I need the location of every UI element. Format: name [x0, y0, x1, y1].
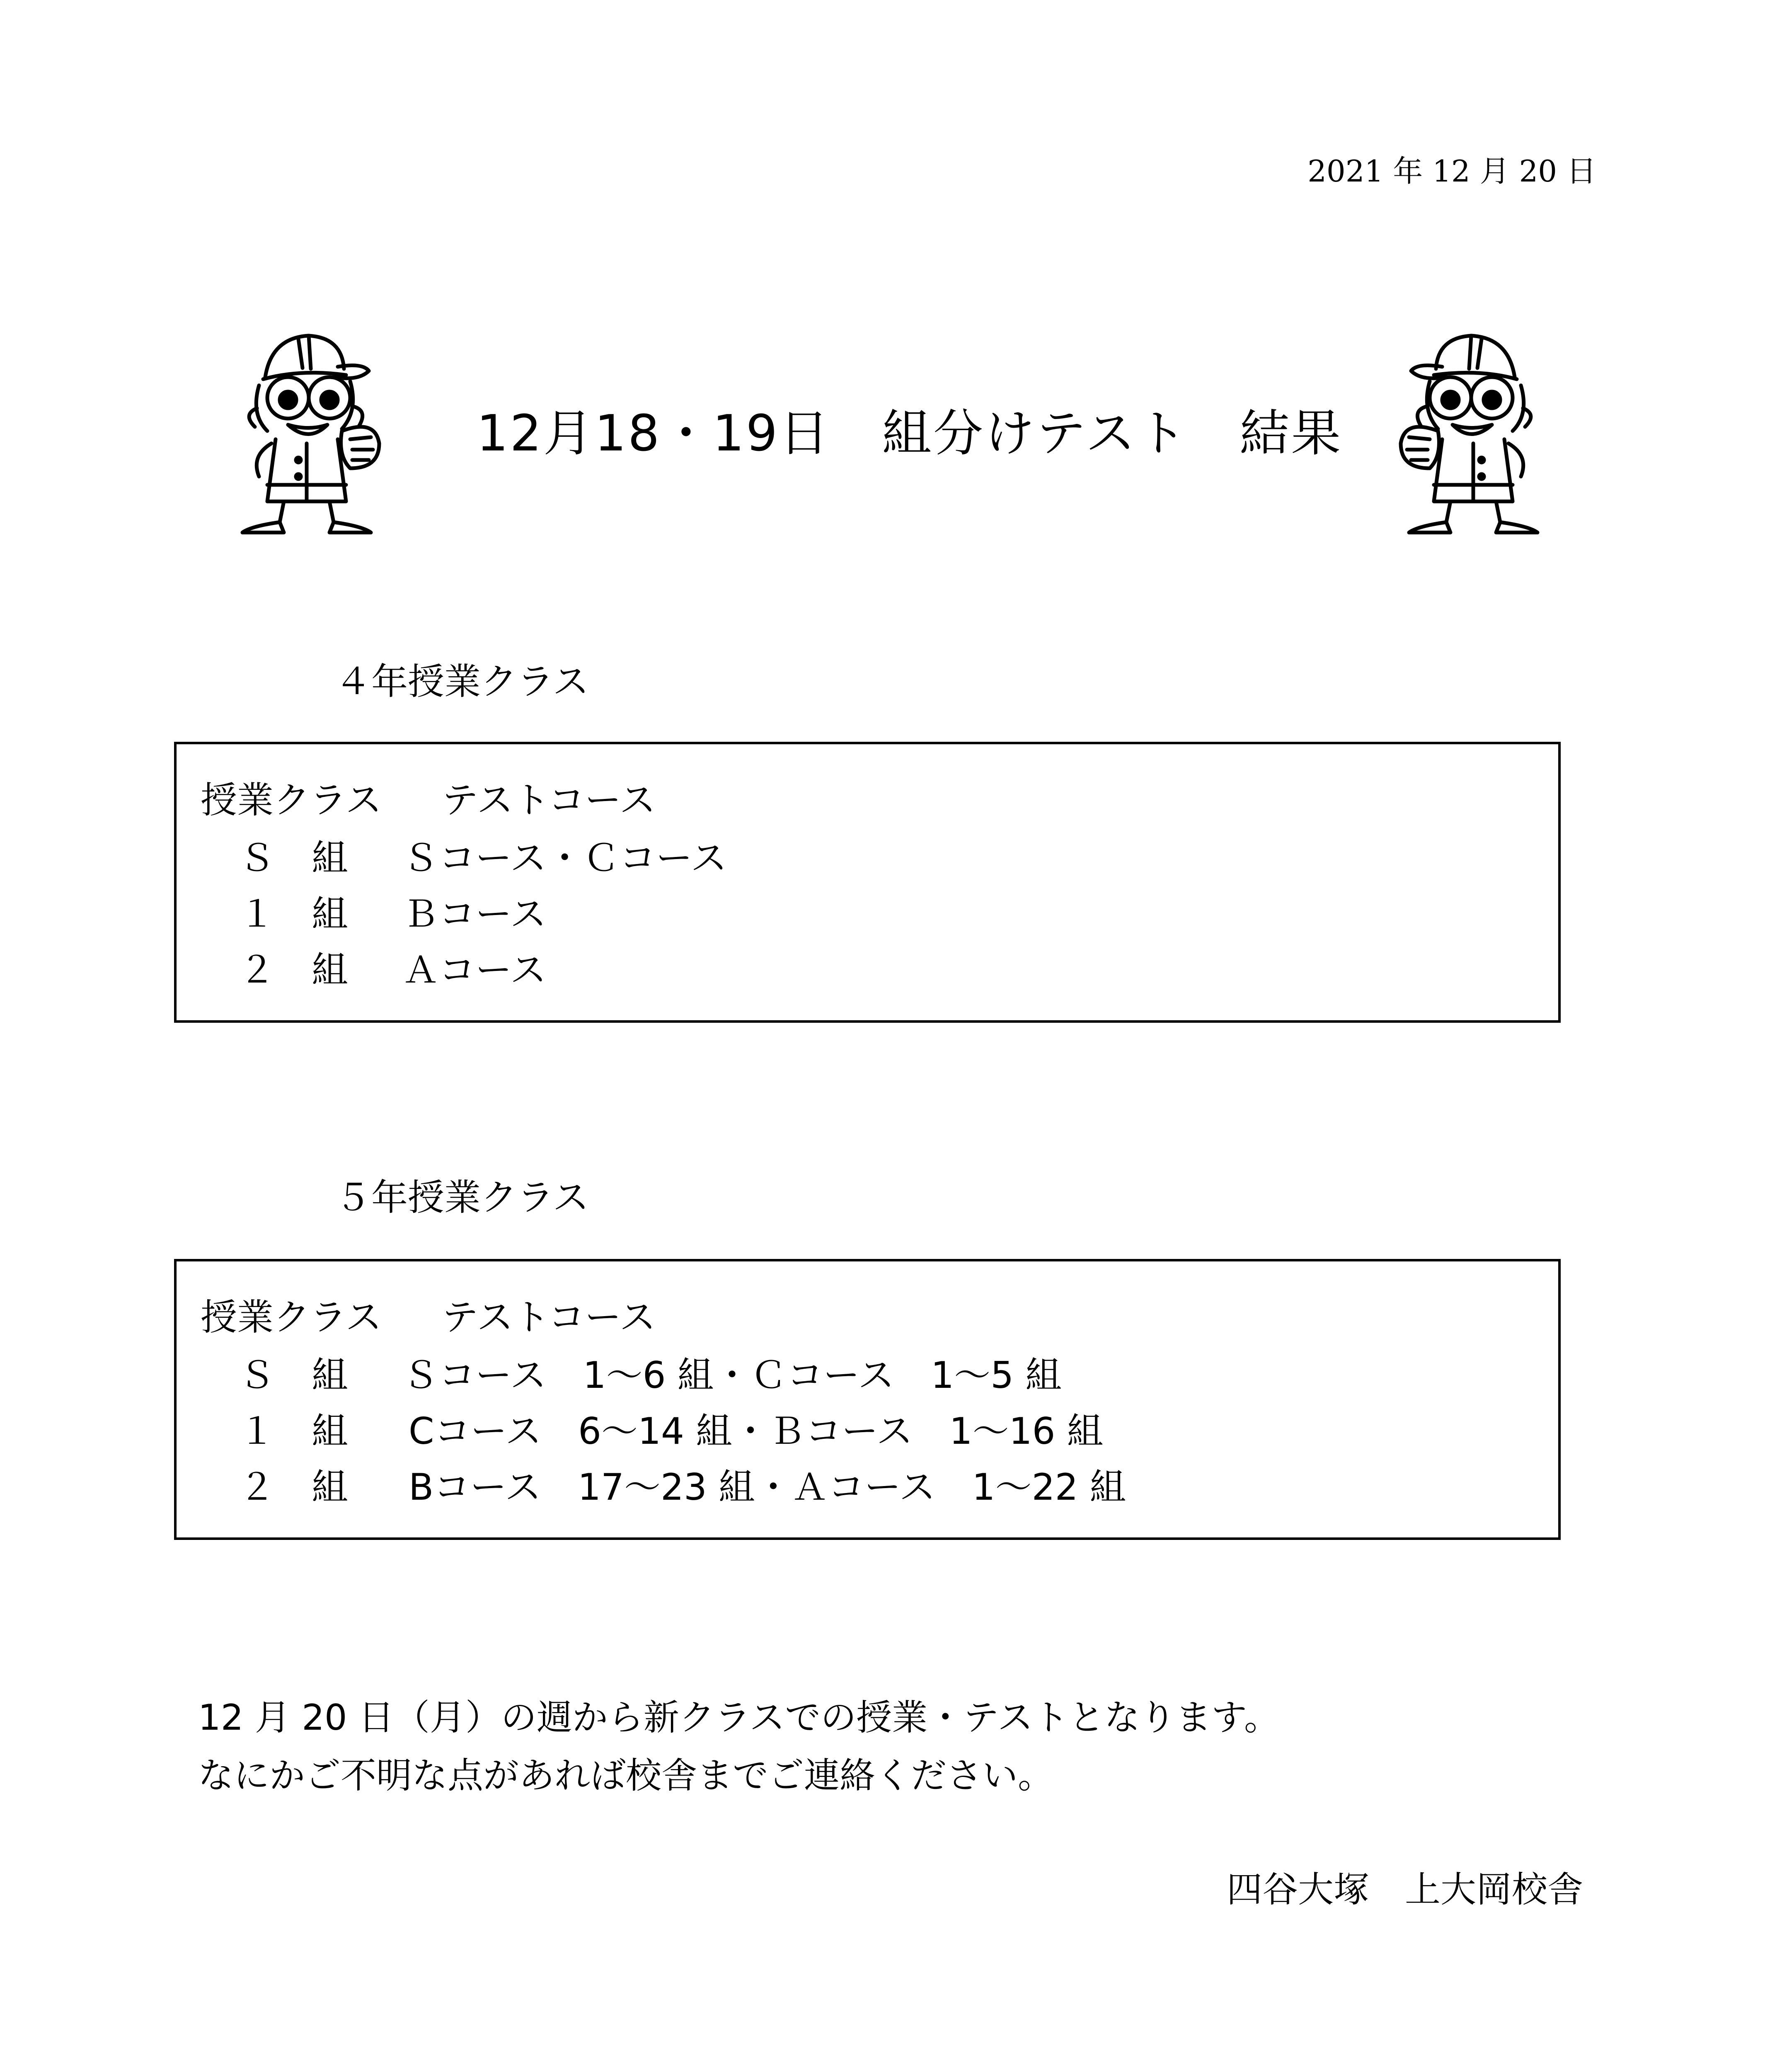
grade5-row-course: Cコース 6～14 組・Ｂコース 1～16 組	[409, 1410, 1104, 1452]
grade5-class-table	[174, 1259, 1561, 1540]
grade4-row-class: ２ 組	[239, 949, 349, 991]
grade5-row-class: Ｓ 組	[239, 1354, 349, 1397]
notice-line: 12 月 20 日（月）の週から新クラスでの授業・テストとなります。	[198, 1697, 1280, 1738]
school-name-signature: 四谷大塚 上大岡校舎	[1227, 1869, 1583, 1910]
grade4-class-table	[174, 742, 1561, 1023]
grade4-row-class: Ｓ 組	[239, 837, 349, 879]
notice-line: なにかご不明な点があれば校舎までご連絡ください。	[198, 1755, 1053, 1796]
document-date: 2021 年 12 月 20 日	[1307, 154, 1596, 189]
grade4-row-course: Ａコース	[402, 949, 547, 991]
mascot-right-icon	[1397, 319, 1554, 535]
grade4-heading: ４年授業クラス	[335, 660, 589, 703]
grade5-header-course: テストコース	[442, 1296, 656, 1339]
page-title: 12月18・19日 組分けテスト 結果	[477, 405, 1343, 462]
grade5-row-class: １ 組	[239, 1410, 349, 1452]
grade5-header-class: 授業クラス	[201, 1296, 382, 1339]
grade4-row-class: １ 組	[239, 893, 349, 935]
grade5-row-course: Ｓコース 1～6 組・Ｃコース 1～5 組	[402, 1354, 1062, 1397]
grade4-row-course: Ｂコース	[402, 893, 547, 935]
mascot-left-icon	[226, 319, 383, 535]
grade5-row-class: ２ 組	[239, 1466, 349, 1508]
grade4-header-course: テストコース	[442, 779, 656, 821]
grade5-heading: ５年授業クラス	[335, 1176, 589, 1219]
grade4-row-course: Ｓコース・Ｃコース	[402, 837, 727, 879]
grade5-row-course: Bコース 17～23 組・Ａコース 1～22 組	[409, 1466, 1126, 1508]
grade4-header-class: 授業クラス	[201, 779, 382, 821]
